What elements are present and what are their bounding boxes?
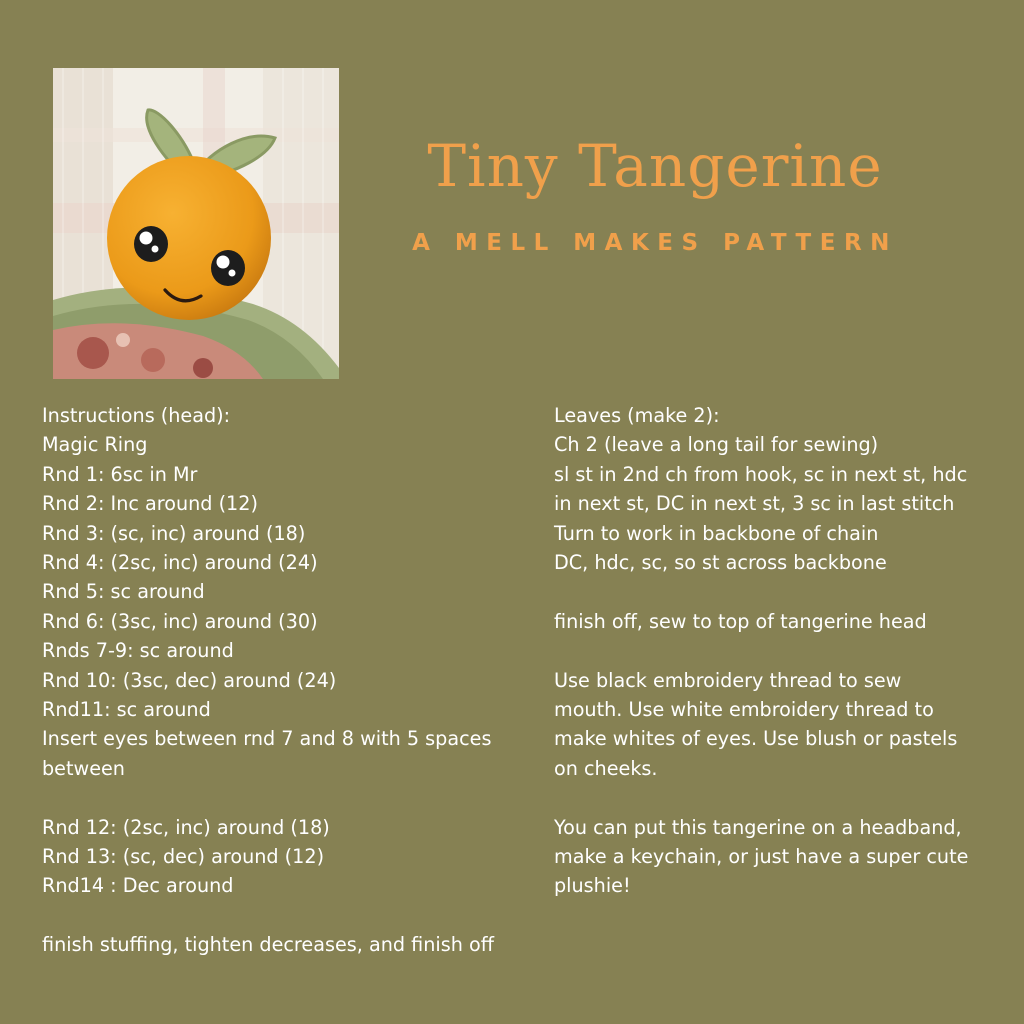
leaves-instruction-line: Leaves (make 2):	[554, 404, 720, 427]
tangerine-photo	[53, 68, 339, 379]
head-instruction-line: Rnd 4: (2sc, inc) around (24)	[42, 551, 318, 575]
head-instruction-line: Insert eyes between rnd 7 and 8 with 5 spaces	[42, 727, 492, 751]
head-instruction-line: Rnd 13: (sc, dec) around (12)	[42, 845, 325, 869]
head-instruction-line: finish stuffing, tighten decreases, and finish off	[42, 933, 494, 957]
leaves-instruction-line: in next st, DC in next st, 3 sc in last stitch	[554, 492, 955, 516]
head-instruction-line	[42, 783, 512, 812]
pattern-subtitle: A MELL MAKES PATTERN	[412, 230, 898, 256]
leaves-instructions	[554, 401, 994, 901]
head-instruction-line: Rnd 1: 6sc in Mr	[42, 462, 198, 486]
leaves-instruction-line: finish off, sew to top of tangerine head	[554, 609, 927, 633]
leaves-instruction-line: DC, hdc, sc, so st across backbone	[554, 551, 887, 575]
pattern-title: Tiny Tangerine	[427, 132, 883, 200]
leaves-instruction-line: sl st in 2nd ch from hook, sc in next st, hdc	[554, 462, 968, 486]
head-instruction-line: Instructions (head):	[42, 404, 231, 427]
leaves-instruction-line: mouth. Use white embroidery thread to	[554, 698, 934, 722]
leaves-instruction-line	[554, 577, 994, 606]
head-instruction-line: Rnd 6: (3sc, inc) around (30)	[42, 609, 318, 633]
leaves-instruction-line: make a keychain, or just have a super cute	[554, 845, 969, 869]
leaves-instruction-line	[554, 636, 994, 665]
head-instruction-line: Rnd 5: sc around	[42, 580, 205, 604]
head-instruction-line	[42, 901, 512, 930]
leaves-instruction-line: Use black embroidery thread to sew	[554, 668, 902, 692]
head-instruction-line: Rnd 12: (2sc, inc) around (18)	[42, 815, 330, 839]
head-instruction-line: between	[42, 756, 125, 780]
leaves-instruction-line: You can put this tangerine on a headband,	[554, 815, 962, 839]
head-instruction-line: Rnds 7-9: sc around	[42, 639, 234, 663]
head-instruction-line: Rnd11: sc around	[42, 698, 211, 722]
leaves-instruction-line: plushie!	[554, 874, 631, 898]
head-instruction-line: Rnd 2: Inc around (12)	[42, 492, 258, 516]
head-instruction-line: Rnd14 : Dec around	[42, 874, 234, 898]
head-instructions	[42, 401, 512, 960]
leaves-instruction-line	[554, 783, 994, 812]
leaves-instruction-line: Turn to work in backbone of chain	[554, 521, 879, 545]
head-instruction-line: Rnd 3: (sc, inc) around (18)	[42, 521, 306, 545]
leaves-instruction-line: on cheeks.	[554, 756, 658, 780]
leaves-instruction-line: make whites of eyes. Use blush or pastels	[554, 727, 958, 751]
head-instruction-line: Magic Ring	[42, 433, 148, 457]
head-instruction-line: Rnd 10: (3sc, dec) around (24)	[42, 668, 337, 692]
leaves-instruction-line: Ch 2 (leave a long tail for sewing)	[554, 433, 879, 457]
